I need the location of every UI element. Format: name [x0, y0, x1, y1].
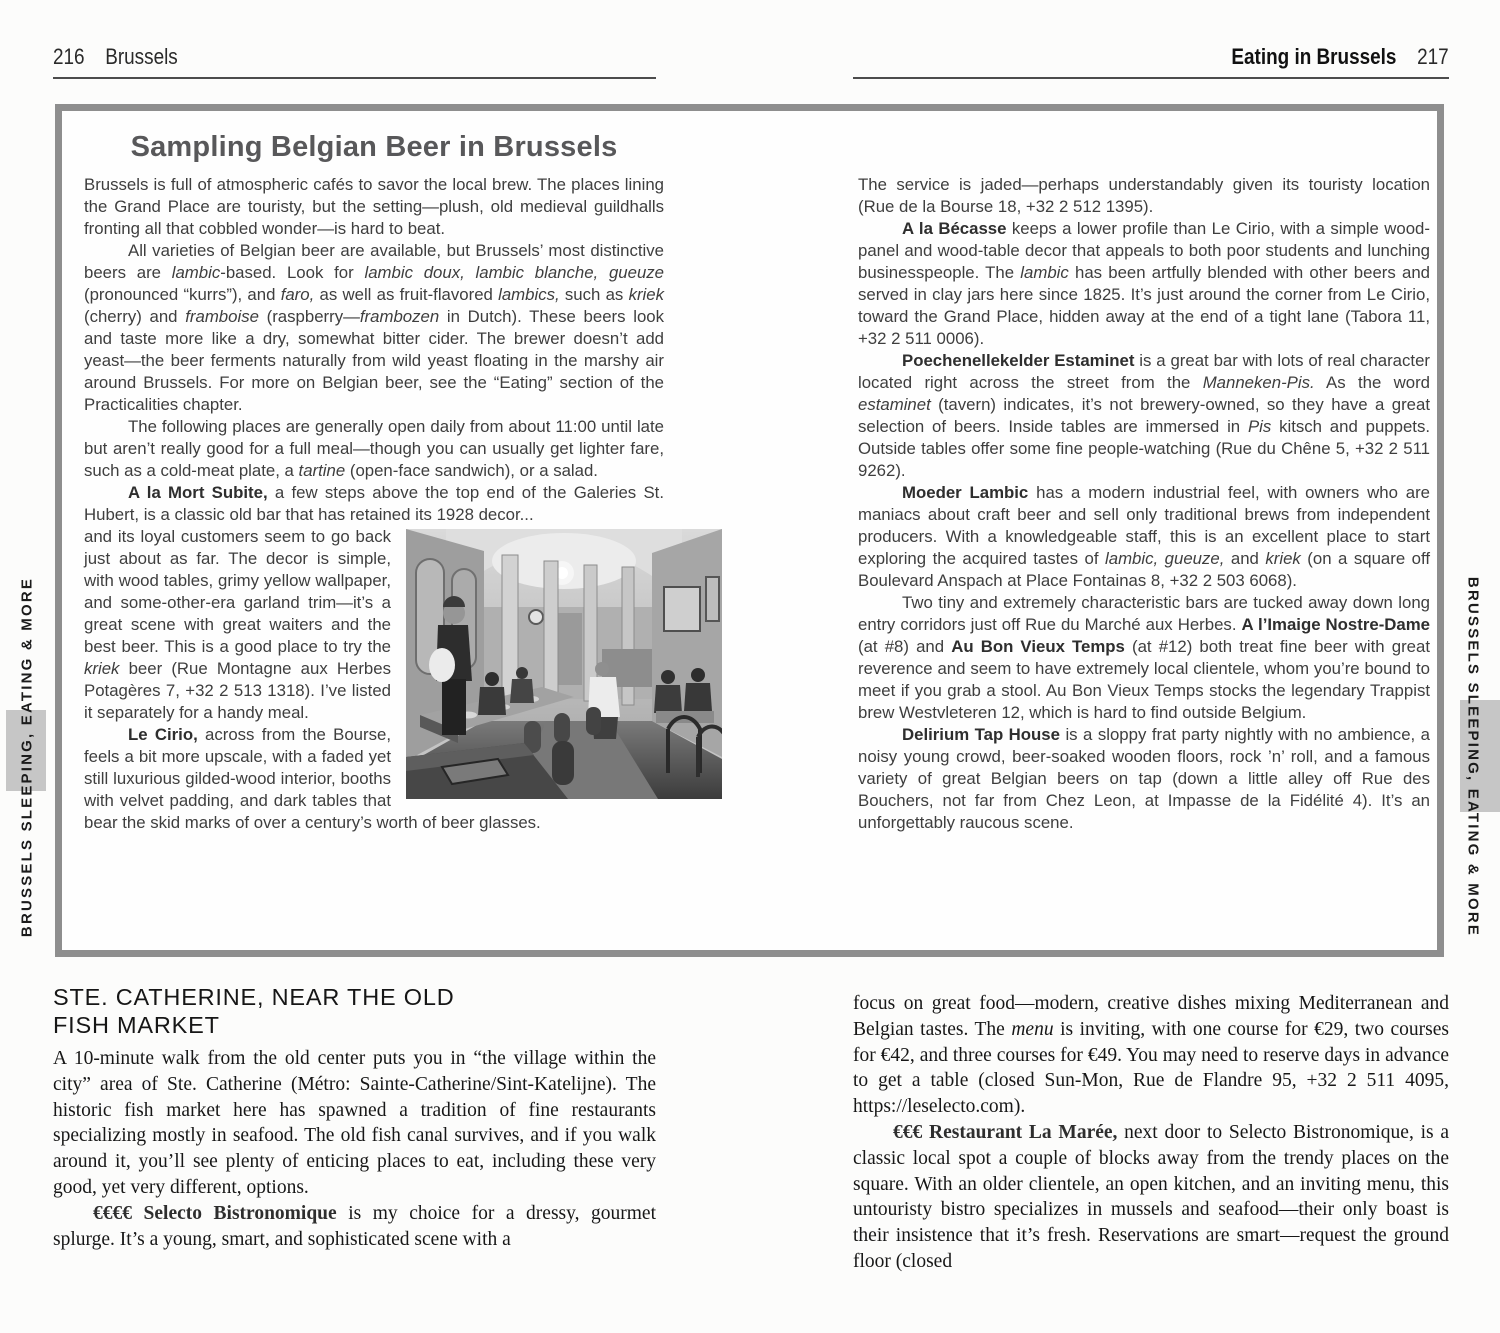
continuation-column — [853, 991, 1449, 1275]
body-paragraph: A 10-minute walk from the old center puts you in “the village within the city” area of Ste. Catherine (Métro: Sainte-Catherine/Sint-Katelijne). The historic fish market here has spawned a tradition of fine restaurants specializing mostly in seafood. The old fish canal survives, and if you walk around it, you’ll see plenty of enticing places to eat, including these very good, yet very different, options. — [53, 1048, 656, 1198]
sidebar-paragraph: Delirium Tap House is a sloppy frat party nightly with no ambience, a noisy young crowd, beer-soaked wooden floors, rock ’n’ roll, and a famous variety of great Belgian beers on tap (down a little alley off Rue des Bouchers, not far from Chez Leon, at Impasse de la Fidélité 4). It’s an unforgettably raucous scene. — [858, 725, 1430, 832]
left-header-rule — [53, 77, 656, 79]
beer-sidebar-box — [55, 104, 1444, 957]
section-heading — [53, 983, 656, 1039]
section-heading-line1: STE. CATHERINE, NEAR THE OLD — [53, 984, 455, 1010]
sidebar-left-column — [84, 174, 664, 834]
body-paragraph: €€€€ Selecto Bistronomique is my choice for a dressy, gourmet splurge. It’s a young, smart, and sophisticated scene with a — [53, 1202, 656, 1250]
sidebar-paragraph: Moeder Lambic has a modern industrial feel, with owners who are maniacs about craft beer and sell only traditional brews from independent producers. With a knowledgeable staff, this is an excellent place to start exploring the acquired tastes of lambic, gueuze, and kriek (on a square off Boulevard Anspach at Place Fontainas 8, +32 2 503 6068). — [858, 483, 1431, 590]
ste-catherine-section — [53, 983, 656, 1252]
right-page-header — [1232, 44, 1449, 70]
sidebar-paragraph: A la Bécasse keeps a lower profile than Le Cirio, with a simple wood-panel and wood-table decor that appeals to both poor students and lunching businesspeople. The lambic has been artfully blended with other beers and served in clay jars here since 1825. It’s just around the corner from Le Cirio, toward the Grand Place, hidden away at the end of a tight lane (Tabora 11, +32 2 511 0006). — [858, 219, 1430, 348]
left-margin-chapter-label: BRUSSELS SLEEPING, EATING & MORE — [18, 576, 36, 938]
bar-interior-illustration — [406, 529, 722, 799]
right-header-rule — [853, 77, 1449, 79]
sidebar-paragraph: Brussels is full of atmospheric cafés to savor the local brew. The places lining the Grand Place are touristy, but the setting—plush, old medieval guildhalls fronting all that cobbled wonder—is hard to beat. — [84, 175, 664, 238]
sidebar-paragraph: The following places are generally open daily from about 11:00 until late but aren’t really good for a full meal—though you can usually get lighter fare, such as a cold-meat plate, a tartine (open-face sandwich), or a salad. — [84, 417, 664, 480]
sidebar-paragraph: Poechenellekelder Estaminet is a great bar with lots of real character located right across the street from the Manneken-Pis. As the word estaminet (tavern) indicates, it’s not brewery-owned, so they have a great selection of beers. Inside tables are immersed in Pis kitsch and puppets. Outside tables offer some fine people-watching (Rue du Chêne 5, +32 2 511 9262). — [858, 351, 1430, 480]
sidebar-paragraph: and its loyal customers seem to go back just about as far. The decor is simple, with wood tables, grimy yellow wallpaper, and some-other-era garland trim—it’s a great scene with great waiters and the best beer. This is a good place to try the kriek beer (Rue Montagne aux Herbes Potagères 7, +32 2 513 1318). I’ve listed it separately for a handy meal. — [84, 527, 391, 722]
right-margin-chapter-label: BRUSSELS SLEEPING, EATING & MORE — [1464, 576, 1482, 938]
body-paragraph: €€€ Restaurant La Marée, next door to Selecto Bistronomique, is a classic local spot a couple of blocks away from the trendy places on the square. With an older clientele, an open kitchen, and an inviting menu, this untouristy bistro specializes in mussels and seafood—their only boast is their insistence that it’s fresh. Reservations are smart—request the ground floor (closed — [853, 1121, 1449, 1272]
sidebar-paragraph: All varieties of Belgian beer are available, but Brussels’ most distinctive beers are lambic-based. Look for lambic doux, lambic blanche, gueuze (pronounced “kurrs”), and faro, as well as fruit-flavored lambics, such as kriek (cherry) and framboise (raspberry—frambozen in Dutch). These beers look and taste more like a dry, somewhat bitter cider. The brewer doesn’t add yeast—the beer ferments naturally from wild yeast floating in the marshy air around Brussels. For more on Belgian beer, see the “Eating” section of the Practicalities chapter. — [84, 241, 665, 414]
right-page-number: 217 — [1417, 44, 1449, 69]
sidebar-paragraph: The service is jaded—perhaps understandably given its touristy location (Rue de la Bourse 18, +32 2 512 1395). — [858, 175, 1430, 216]
left-page-number: 216 — [53, 44, 85, 69]
body-paragraph: focus on great food—modern, creative dishes mixing Mediterranean and Belgian tastes. The menu is inviting, with one course for €29, two courses for €42, and three courses for €49. You may need to reserve days in advance to get a table (closed Sun-Mon, Rue de Flandre 95, +32 2 511 4095, https://leselecto.com). — [853, 993, 1449, 1118]
sidebar-right-column — [858, 174, 1430, 834]
right-page-section-label: Eating in Brussels — [1231, 44, 1397, 69]
sidebar-paragraph: Two tiny and extremely characteristic bars are tucked away down long entry corridors just off Rue du Marché aux Herbes. A l’Imaige Nostre-Dame (at #8) and Au Bon Vieux Temps (at #12) both treat fine beer with great reverence and seem to have extremely local clientele, whom you’re bound to meet if you grab a stool. Au Bon Vieux Temps stocks the legendary Trappist brew Westvleteren 12, which is hard to find outside Belgium. — [858, 593, 1430, 722]
sidebar-paragraph: Le Cirio, across from the Bourse, feels a bit more upscale, with a faded yet still luxurious gilded-wood interior, booths with velvet padding, and dark tables that bear the skid marks of over a century’s worth of beer glasses. — [84, 725, 541, 832]
left-page-header — [53, 44, 178, 70]
section-heading-line2: FISH MARKET — [53, 1012, 220, 1038]
sidebar-title: Sampling Belgian Beer in Brussels — [130, 131, 618, 163]
sidebar-paragraph: A la Mort Subite, a few steps above the top end of the Galeries St. Hubert, is a classic old bar that has retained its 1928 decor... — [84, 483, 664, 524]
left-page-section-label: Brussels — [105, 44, 178, 69]
mort-subite-bar-photo — [406, 529, 722, 799]
